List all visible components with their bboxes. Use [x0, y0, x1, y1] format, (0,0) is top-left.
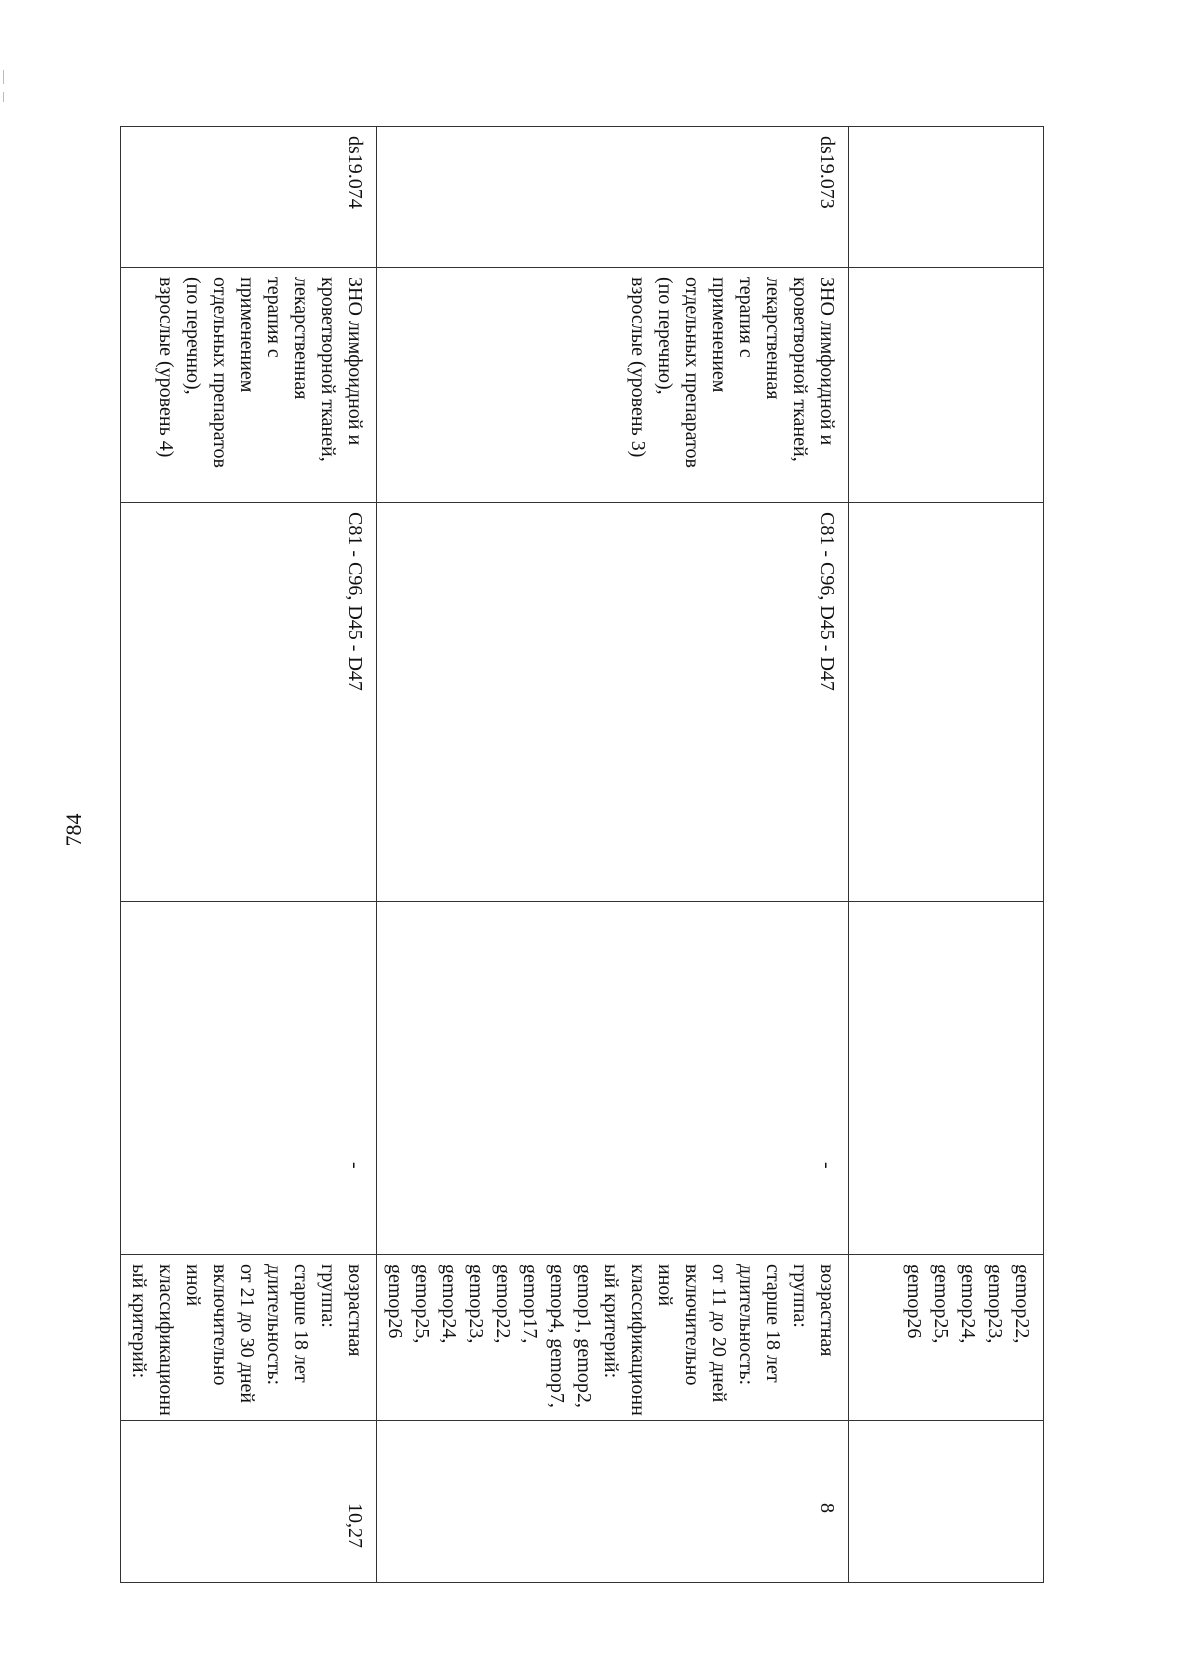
cell-criteria: gemop22, gemop23, gemop24, gemop25, gemop26: [849, 1255, 1044, 1421]
cell-extra: [849, 902, 1044, 1255]
scan-artifact: [3, 70, 4, 84]
page-number: 784: [61, 813, 86, 847]
cell-icd: [849, 503, 1044, 902]
rotated-table-container: [128, 126, 1044, 1582]
cell-name: ЗНО лимфоидной и кроветворной тканей, лекарственная терапия с применением отдельных препаратов (по перечню), взрослые (уровень 3): [377, 268, 849, 503]
table-row: [849, 127, 1044, 1583]
cell-icd: C81 - C96, D45 - D47: [121, 503, 377, 902]
table-row: [377, 127, 849, 1583]
cell-criteria: возрастная группа: старше 18 лет длительность: от 11 до 20 дней включительно иной классификационн ый критерий: gemop1, gemop2, gemop4, gemop7, gemop17, gemop22, gemop23, gemop24, gemop25, gemop26: [377, 1255, 849, 1421]
cell-icd: C81 - C96, D45 - D47: [377, 503, 849, 902]
cell-code: ds19.073: [377, 127, 849, 268]
cell-extra: -: [121, 902, 377, 1255]
cell-coefficient: [849, 1421, 1044, 1583]
cell-extra: -: [377, 902, 849, 1255]
cell-code: [849, 127, 1044, 268]
cell-coefficient: 8: [377, 1421, 849, 1583]
cell-name: [849, 268, 1044, 503]
cell-coefficient: 10,27: [121, 1421, 377, 1583]
table-row: [121, 127, 377, 1583]
cell-code: ds19.074: [121, 127, 377, 268]
cell-name: ЗНО лимфоидной и кроветворной тканей, лекарственная терапия с применением отдельных препаратов (по перечню), взрослые (уровень 4): [121, 268, 377, 503]
cell-criteria: возрастная группа: старше 18 лет длительность: от 21 до 30 дней включительно иной классификационн ый критерий:: [121, 1255, 377, 1421]
scan-artifact: [3, 92, 4, 102]
tariff-table: [120, 126, 1044, 1583]
